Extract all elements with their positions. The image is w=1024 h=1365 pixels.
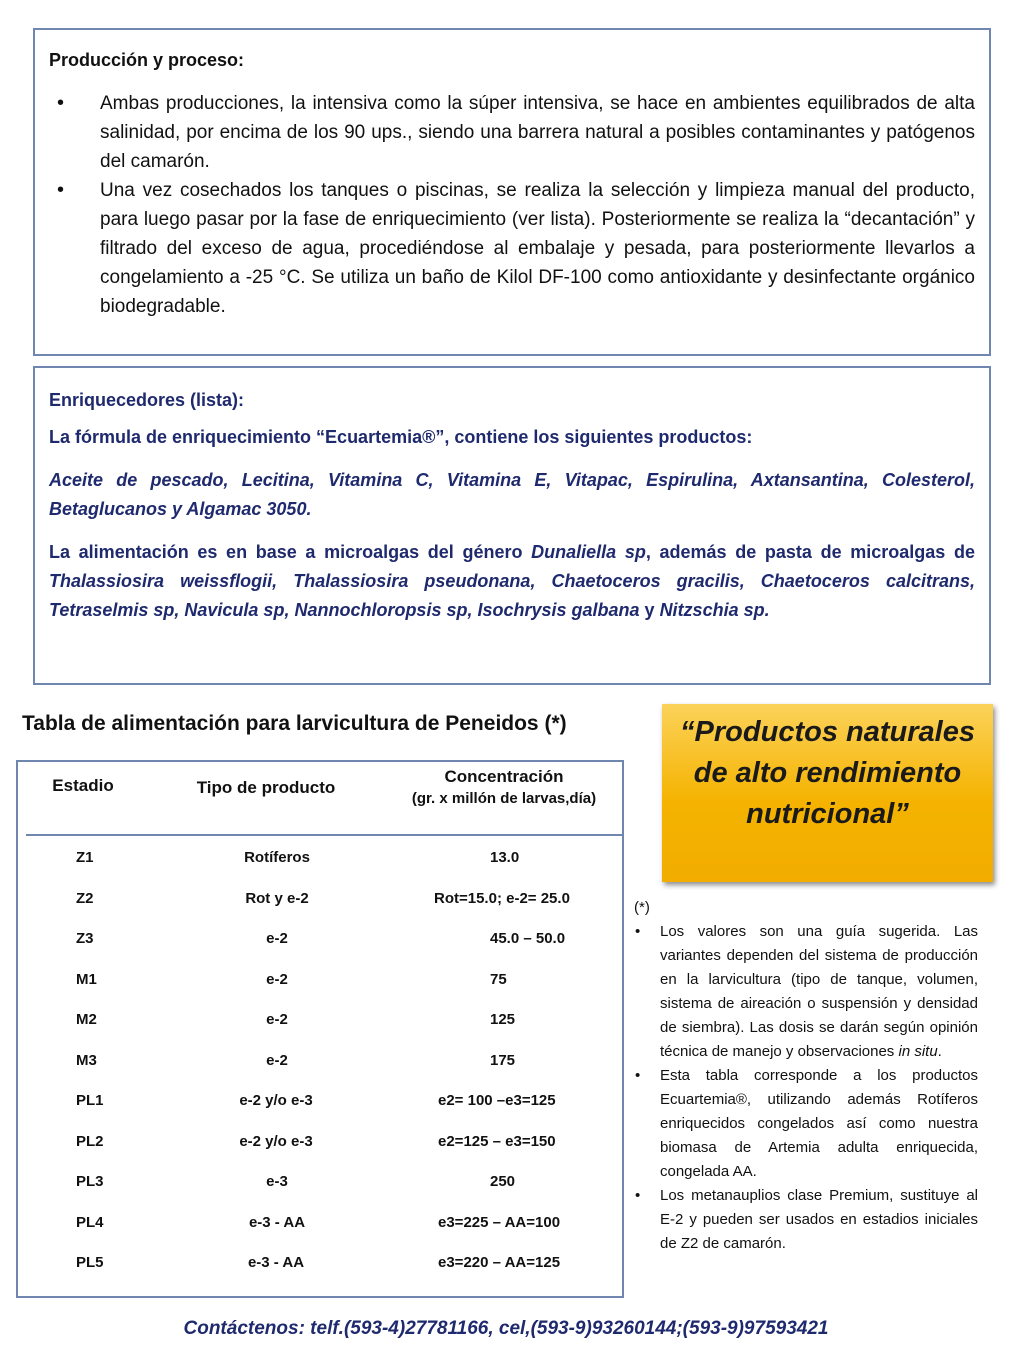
cell-type: e-2 [266,971,288,988]
table-row [0,965,620,1005]
table-row [0,1086,620,1126]
feed-genus: Dunaliella sp [531,542,646,562]
cell-type: e-3 - AA [247,1254,305,1271]
table-row [0,924,620,964]
enrichers-section [33,366,991,685]
header-concentration [372,766,636,810]
cell-type: Rotíferos [244,849,310,866]
production-title: Producción y proceso: [49,50,245,70]
table-row [0,1046,620,1086]
cell-stage: PL1 [76,1092,104,1109]
table-row [0,1005,620,1045]
notes-marker: (*) [634,899,650,916]
production-section [33,28,991,356]
note-item [634,920,978,1064]
cell-conc: 125 [490,1011,516,1028]
cell-conc: 250 [490,1173,516,1190]
cell-stage: Z3 [76,930,94,947]
cell-conc: Rot=15.0; e-2= 25.0 [434,890,570,907]
cell-conc: e2= 100 –e3=125 [438,1092,556,1109]
note1-text-b: . [937,1043,942,1060]
table-row [0,843,620,883]
table-row [0,884,620,924]
production-bullet: • Una vez cosechados los tanques o piscinas, se realiza la selección y limpieza manual del producto, para luego pasar por la fase de enriquecimiento (ver lista). Posteriormente se realiza la “decantación” y filtrado del exceso de agua, procediéndose al embalaje y pesada, para posteriormente llevarlos a congelamiento a -25 °C. Se utiliza un baño de Kilol DF-100 como antioxidante y desinfectante orgánico biodegradable. [49,176,975,321]
note-item: • Esta tabla corresponde a los productos Ecuartemia®, utilizando además Rotíferos enriquecidos congelados así como nuestra biomasa de Artemia adulta enriquecida, congelada AA. [634,1064,978,1184]
header-concentration-unit: (gr. x millón de larvas,día) [411,790,597,807]
cell-stage: PL2 [76,1133,104,1150]
header-concentration-label: Concentración [444,767,564,786]
enrichers-list: Aceite de pescado, Lecitina, Vitamina C, Vitamina E, Vitapac, Espirulina, Axtansantina, Colesterol, Betaglucanos y Algamac 3050. [49,470,975,519]
table-row [0,1127,620,1167]
feed-and: y [639,600,660,620]
table-header [26,762,622,836]
slogan-callout: “Productos naturales de alto rendimiento nutricional” [662,704,993,882]
contact-line: Contáctenos: telf.(593-4)27781166, cel,(593-9)93260144;(593-9)97593421 [183,1318,829,1339]
table-row [0,1167,620,1207]
cell-conc: 175 [490,1052,516,1069]
cell-stage: PL3 [76,1173,104,1190]
enrichers-title: Enriquecedores (lista): [49,390,245,410]
cell-type: e-2 y/o e-3 [239,1133,313,1150]
header-stage: Estadio [52,776,114,795]
feed-text-b: , además de pasta de microalgas de [645,542,975,562]
cell-type: e-3 - AA [248,1214,306,1231]
cell-stage: M3 [76,1052,97,1069]
cell-conc: 75 [490,971,507,988]
production-bullet: • Ambas producciones, la intensiva como la súper intensiva, se hace en ambientes equilibrados de alta salinidad, por encima de los 90 ups., siendo una barrera natural a posibles contaminantes y patógenos del camarón. [49,89,975,176]
cell-stage: M1 [76,971,97,988]
cell-stage: PL5 [76,1254,104,1271]
note1-italic: in situ [898,1043,938,1060]
notes-list [634,920,978,1256]
table-title: Tabla de alimentación para larvicultura de Peneidos (*) [22,712,567,735]
feed-species: Thalassiosira weissflogii, Thalassiosira pseudonana, Chaetoceros gracilis, Chaetoceros calcitrans, Tetraselmis sp, Navicula sp, Nannochloropsis sp, Isochrysis galbana [49,571,975,620]
note-item: • Los metanauplios clase Premium, sustituye al E-2 y pueden ser usados en estadios iniciales de Z2 de camarón. [634,1184,978,1256]
cell-stage: Z2 [76,890,94,907]
cell-type: e-2 [266,1011,288,1028]
feed-text-a: La alimentación es en base a microalgas del género [49,542,532,562]
table-row [0,1248,620,1288]
cell-type: e-3 [266,1173,288,1190]
feed-last: Nitzschia sp. [659,600,770,620]
enrichers-formula: La fórmula de enriquecimiento “Ecuartemia®”, contiene los siguientes productos: [49,427,753,447]
cell-conc: e3=225 – AA=100 [438,1214,561,1231]
enrichers-feed [49,538,975,625]
cell-type: e-2 [266,1052,288,1069]
cell-conc: 45.0 – 50.0 [490,930,566,947]
cell-type: e-2 [266,930,288,947]
cell-conc: e2=125 – e3=150 [438,1133,556,1150]
cell-type: Rot y e-2 [245,890,309,907]
production-bullets [49,89,975,321]
cell-stage: PL4 [76,1214,104,1231]
cell-conc: 13.0 [490,849,520,866]
table-row [0,1208,620,1248]
table-notes [634,896,978,1256]
note1-text-a: Los valores son una guía sugerida. Las variantes dependen del sistema de producción en la larvicultura (tipo de tanque, volumen, sistema de aireación o suspensión y densidad de siembra). Las dosis se darán según opinión técnica de manejo y observaciones [660,923,978,1060]
cell-type: e-2 y/o e-3 [239,1092,313,1109]
cell-stage: M2 [76,1011,97,1028]
header-type: Tipo de producto [196,778,336,797]
cell-stage: Z1 [76,849,94,866]
cell-conc: e3=220 – AA=125 [438,1254,561,1271]
